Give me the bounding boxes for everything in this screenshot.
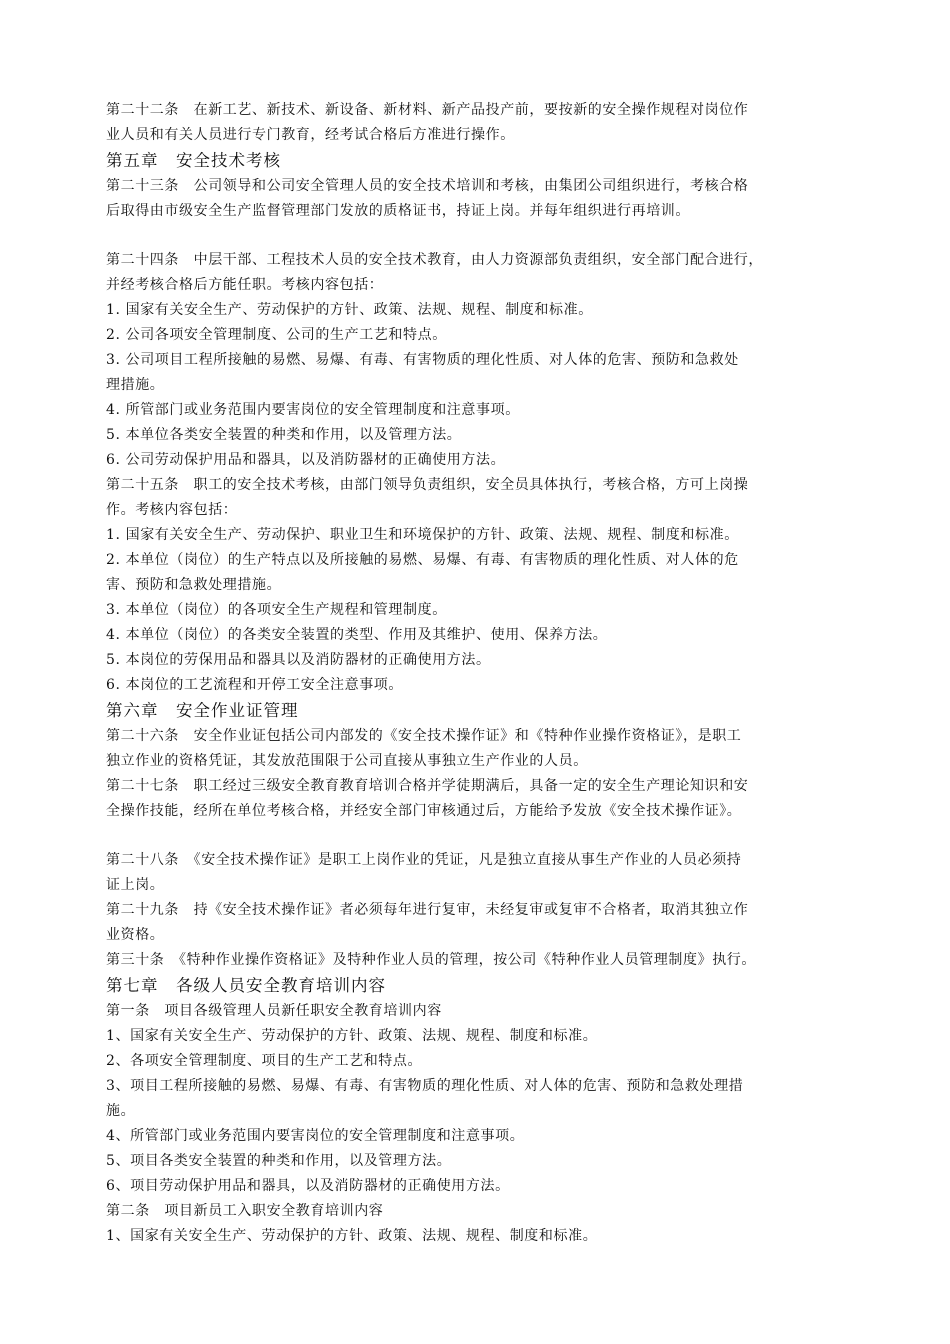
chapter-5-heading: 第五章 安全技术考核 — [106, 151, 281, 170]
list-item: 6. 公司劳动保护用品和器具，以及消防器材的正确使用方法。 — [106, 452, 506, 468]
article-23-line-2: 后取得由市级安全生产监督管理部门发放的质格证书，持证上岗。并每年组织进行再培训。 — [106, 203, 690, 219]
paragraph-gap — [106, 824, 851, 848]
article-22-line-1: 第二十二条 在新工艺、新技术、新设备、新材料、新产品投产前，要按新的安全操作规程对岗位作 — [106, 102, 749, 118]
article-29-line-1: 第二十九条 持《安全技术操作证》者必须每年进行复审，未经复审或复审不合格者，取消其独立作 — [106, 902, 749, 918]
list-item: 5、项目各类安全装置的种类和作用，以及管理方法。 — [106, 1153, 452, 1169]
article-23-line-1: 第二十三条 公司领导和公司安全管理人员的安全技术培训和考核，由集团公司组织进行，考核合格 — [106, 178, 749, 194]
article-24-line-2: 并经考核合格后方能任职。考核内容包括： — [106, 277, 384, 293]
list-item: 4. 本单位（岗位）的各类安全装置的类型、作用及其维护、使用、保养方法。 — [106, 627, 608, 643]
list-item: 6、项目劳动保护用品和器具，以及消防器材的正确使用方法。 — [106, 1178, 510, 1194]
article-26-line-1: 第二十六条 安全作业证包括公司内部发的《安全技术操作证》和《特种作业操作资格证》，是职工 — [106, 728, 742, 744]
list-item: 1、国家有关安全生产、劳动保护的方针、政策、法规、规程、制度和标准。 — [106, 1228, 598, 1244]
article-27-line-2: 全操作技能，经所在单位考核合格，并经安全部门审核通过后，方能给予发放《安全技术操作证》。 — [106, 803, 742, 819]
list-item: 2. 公司各项安全管理制度、公司的生产工艺和特点。 — [106, 327, 447, 343]
paragraph-gap — [106, 224, 851, 248]
section-1-title: 第一条 项目各级管理人员新任职安全教育培训内容 — [106, 1003, 442, 1019]
article-24-line-1: 第二十四条 中层干部、工程技术人员的安全技术教育，由人力资源部负责组织，安全部门配合进行， — [106, 252, 763, 268]
list-item: 1. 国家有关安全生产、劳动保护、职业卫生和环境保护的方针、政策、法规、规程、制度和标准。 — [106, 527, 739, 543]
list-item: 3. 本单位（岗位）的各项安全生产规程和管理制度。 — [106, 602, 447, 618]
list-item-continuation: 害、预防和急救处理措施。 — [106, 577, 282, 593]
list-item: 4、所管部门或业务范围内要害岗位的安全管理制度和注意事项。 — [106, 1128, 525, 1144]
article-30-line: 第三十条 《特种作业操作资格证》及特种作业人员的管理，按公司《特种作业人员管理制度》执行。 — [106, 952, 756, 968]
chapter-6-heading: 第六章 安全作业证管理 — [106, 701, 299, 720]
list-item: 6. 本岗位的工艺流程和开停工安全注意事项。 — [106, 677, 404, 693]
article-25-line-2: 作。考核内容包括： — [106, 502, 238, 518]
chapter-7-heading: 第七章 各级人员安全教育培训内容 — [106, 976, 386, 995]
article-27-line-1: 第二十七条 职工经过三级安全教育教育培训合格并学徒期满后，具备一定的安全生产理论知识和安 — [106, 778, 749, 794]
list-item-continuation: 理措施。 — [106, 377, 165, 393]
list-item: 3、项目工程所接触的易燃、易爆、有毒、有害物质的理化性质、对人体的危害、预防和急救处理措 — [106, 1078, 744, 1094]
list-item: 2. 本单位（岗位）的生产特点以及所接触的易燃、易爆、有毒、有害物质的理化性质、对人体的危 — [106, 552, 739, 568]
section-2-title: 第二条 项目新员工入职安全教育培训内容 — [106, 1203, 384, 1219]
list-item: 5. 本岗位的劳保用品和器具以及消防器材的正确使用方法。 — [106, 652, 491, 668]
list-item: 2、各项安全管理制度、项目的生产工艺和特点。 — [106, 1053, 423, 1069]
article-25-line-1: 第二十五条 职工的安全技术考核，由部门领导负责组织，安全员具体执行，考核合格，方可上岗操 — [106, 477, 749, 493]
list-item: 5. 本单位各类安全装置的种类和作用，以及管理方法。 — [106, 427, 462, 443]
list-item: 1. 国家有关安全生产、劳动保护的方针、政策、法规、规程、制度和标准。 — [106, 302, 593, 318]
article-26-line-2: 独立作业的资格凭证，其发放范围限于公司直接从事独立生产作业的人员。 — [106, 753, 588, 769]
article-28-line-2: 证上岗。 — [106, 877, 165, 893]
article-28-line-1: 第二十八条 《安全技术操作证》是职工上岗作业的凭证，凡是独立直接从事生产作业的人员必须持 — [106, 852, 742, 868]
list-item: 1、国家有关安全生产、劳动保护的方针、政策、法规、规程、制度和标准。 — [106, 1028, 598, 1044]
article-29-line-2: 业资格。 — [106, 927, 165, 943]
article-22-line-2: 业人员和有关人员进行专门教育，经考试合格后方准进行操作。 — [106, 127, 515, 143]
list-item: 3. 公司项目工程所接触的易燃、易爆、有毒、有害物质的理化性质、对人体的危害、预防和急救处 — [106, 352, 739, 368]
list-item: 4. 所管部门或业务范围内要害岗位的安全管理制度和注意事项。 — [106, 402, 520, 418]
document-page — [106, 98, 851, 1249]
list-item-continuation: 施。 — [106, 1103, 136, 1119]
